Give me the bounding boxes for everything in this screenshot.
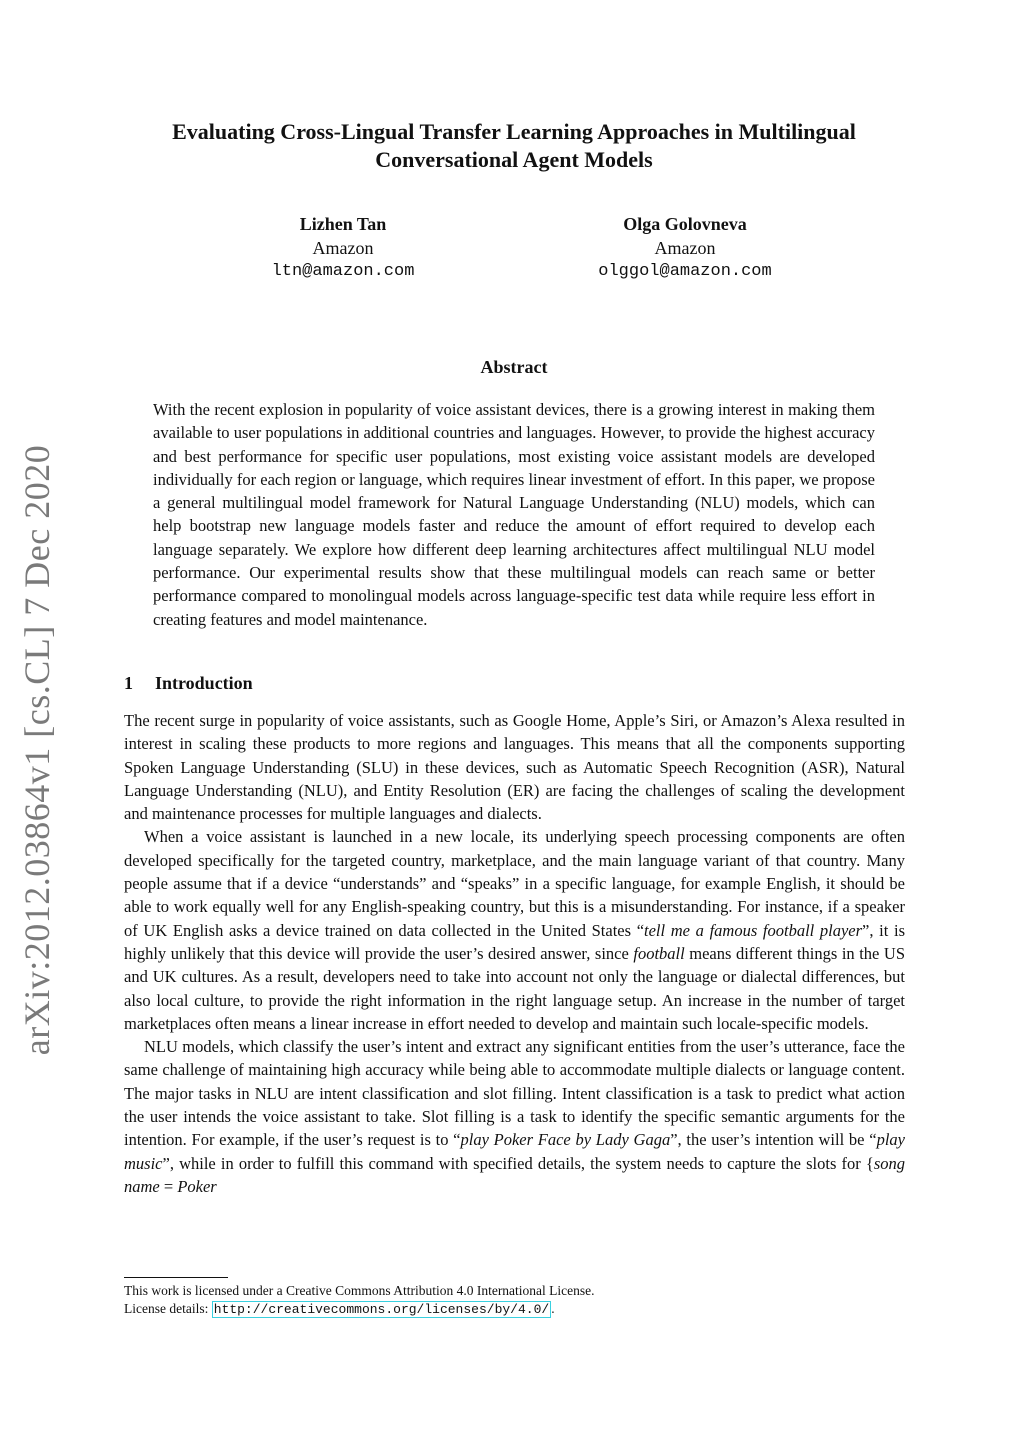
text-run: ”, while in order to fulfill this command with specified details, the system needs to capture the slots for { xyxy=(162,1153,874,1173)
paper-title xyxy=(100,118,928,174)
abstract-heading: Abstract xyxy=(480,357,548,377)
text-run: ”, it is highly unlikely that this device will provide the user’s desired answer, since xyxy=(124,920,905,963)
author-name: Lizhen Tan xyxy=(299,214,387,234)
footnote-trailing: . xyxy=(551,1301,555,1316)
footnote xyxy=(124,1282,905,1319)
author-block xyxy=(193,212,493,284)
text-run: means different things in the US and UK cultures. As a result, developers need to take into account not only the language or dialectal differences, but also local culture, to provide the right information in the right language setup. An increase in the number of target marketplaces often means a linear increase in effort needed to develop and maintain such locale-specific models. xyxy=(124,943,905,1033)
footnote-divider xyxy=(124,1277,228,1278)
author-email: ltn@amazon.com xyxy=(271,262,415,281)
author-block xyxy=(535,212,835,284)
footnote-label: License details: xyxy=(124,1301,212,1316)
intro-paragraph-1: The recent surge in popularity of voice assistants, such as Google Home, Apple’s Siri, or Amazon’s Alexa resulted in interest in scaling these products to more regions and languages. This means that all the components supporting Spoken Language Understanding (SLU) in these devices, such as Automatic Speech Recognition (ASR), Natural Language Understanding (NLU), and Entity Resolution (ER) are facing the challenges of scaling the development and maintenance processes for multiple languages and dialects. xyxy=(124,711,905,824)
introduction-body xyxy=(124,709,905,1198)
intro-paragraph-2 xyxy=(124,825,905,1035)
author-affiliation: Amazon xyxy=(312,238,374,258)
text-run: NLU models, which classify the user’s intent and extract any significant entities from the user’s utterance, face the same challenge of maintaining high accuracy while being able to accommodate multiple dialects or language content. The major tasks in NLU are intent classification and slot filling. Intent classification is a task to predict what action the user intends the voice assistant to take. Slot filling is a task to identify the specific semantic arguments for the intention. For example, if the user’s request is to “ xyxy=(124,1037,905,1150)
arxiv-id-text: arXiv:2012.03864v1 [cs.CL] 7 Dec 2020 xyxy=(17,444,58,1056)
italic-term: football xyxy=(633,943,685,963)
intro-paragraph-3 xyxy=(124,1035,905,1198)
footnote-license-details xyxy=(124,1300,905,1319)
author-email: olggol@amazon.com xyxy=(598,262,772,281)
title-line-1: Evaluating Cross-Lingual Transfer Learning Approaches in Multilingual xyxy=(172,119,856,144)
text-run: When a voice assistant is launched in a new locale, its underlying speech processing components are often developed specifically for the targeted country, marketplace, and the main language variant of that country. Many people assume that if a device “understands” and “speaks” in a specific language, for example English, it should be able to work equally well for any English-speaking country, but this is a misunderstanding. For instance, if a speaker of UK English asks a device trained on data collected in the United States “ xyxy=(124,827,905,940)
italic-intent: play music xyxy=(124,1130,905,1173)
license-url-link[interactable]: http://creativecommons.org/licenses/by/4.0/ xyxy=(213,1302,550,1317)
italic-example: play Poker Face by Lady Gaga xyxy=(460,1130,671,1150)
text-run: = xyxy=(159,1176,178,1196)
section-number: 1 xyxy=(124,673,133,693)
italic-example: tell me a famous football player xyxy=(644,920,863,940)
arxiv-identifier-stamp xyxy=(10,444,64,1056)
footnote-license: This work is licensed under a Creative Commons Attribution 4.0 International License. xyxy=(124,1283,595,1298)
text-run: ”, the user’s intention will be “ xyxy=(670,1130,877,1150)
title-line-2: Conversational Agent Models xyxy=(375,147,653,172)
author-affiliation: Amazon xyxy=(654,238,716,258)
italic-slot-value: Poker xyxy=(177,1176,217,1196)
section-heading-introduction xyxy=(124,673,253,694)
abstract-text: With the recent explosion in popularity of voice assistant devices, there is a growing interest in making them available to user populations in additional countries and languages. However, to provide the highest accuracy and best performance for specific user populations, most existing voice assistant models are developed individually for each region or language, which requires linear investment of effort. In this paper, we propose a general multilingual model framework for Natural Language Understanding (NLU) models, which can help bootstrap new language models faster and reduce the amount of effort required to develop each language separately. We explore how different deep learning architectures affect multilingual NLU model performance. Our experimental results show that these multilingual models can reach same or better performance compared to monolingual models across language-specific test data while require less effort in creating features and model maintenance. xyxy=(153,400,875,629)
section-title: Introduction xyxy=(155,673,253,693)
italic-slot-name: song name xyxy=(124,1153,905,1196)
author-name: Olga Golovneva xyxy=(623,214,747,234)
